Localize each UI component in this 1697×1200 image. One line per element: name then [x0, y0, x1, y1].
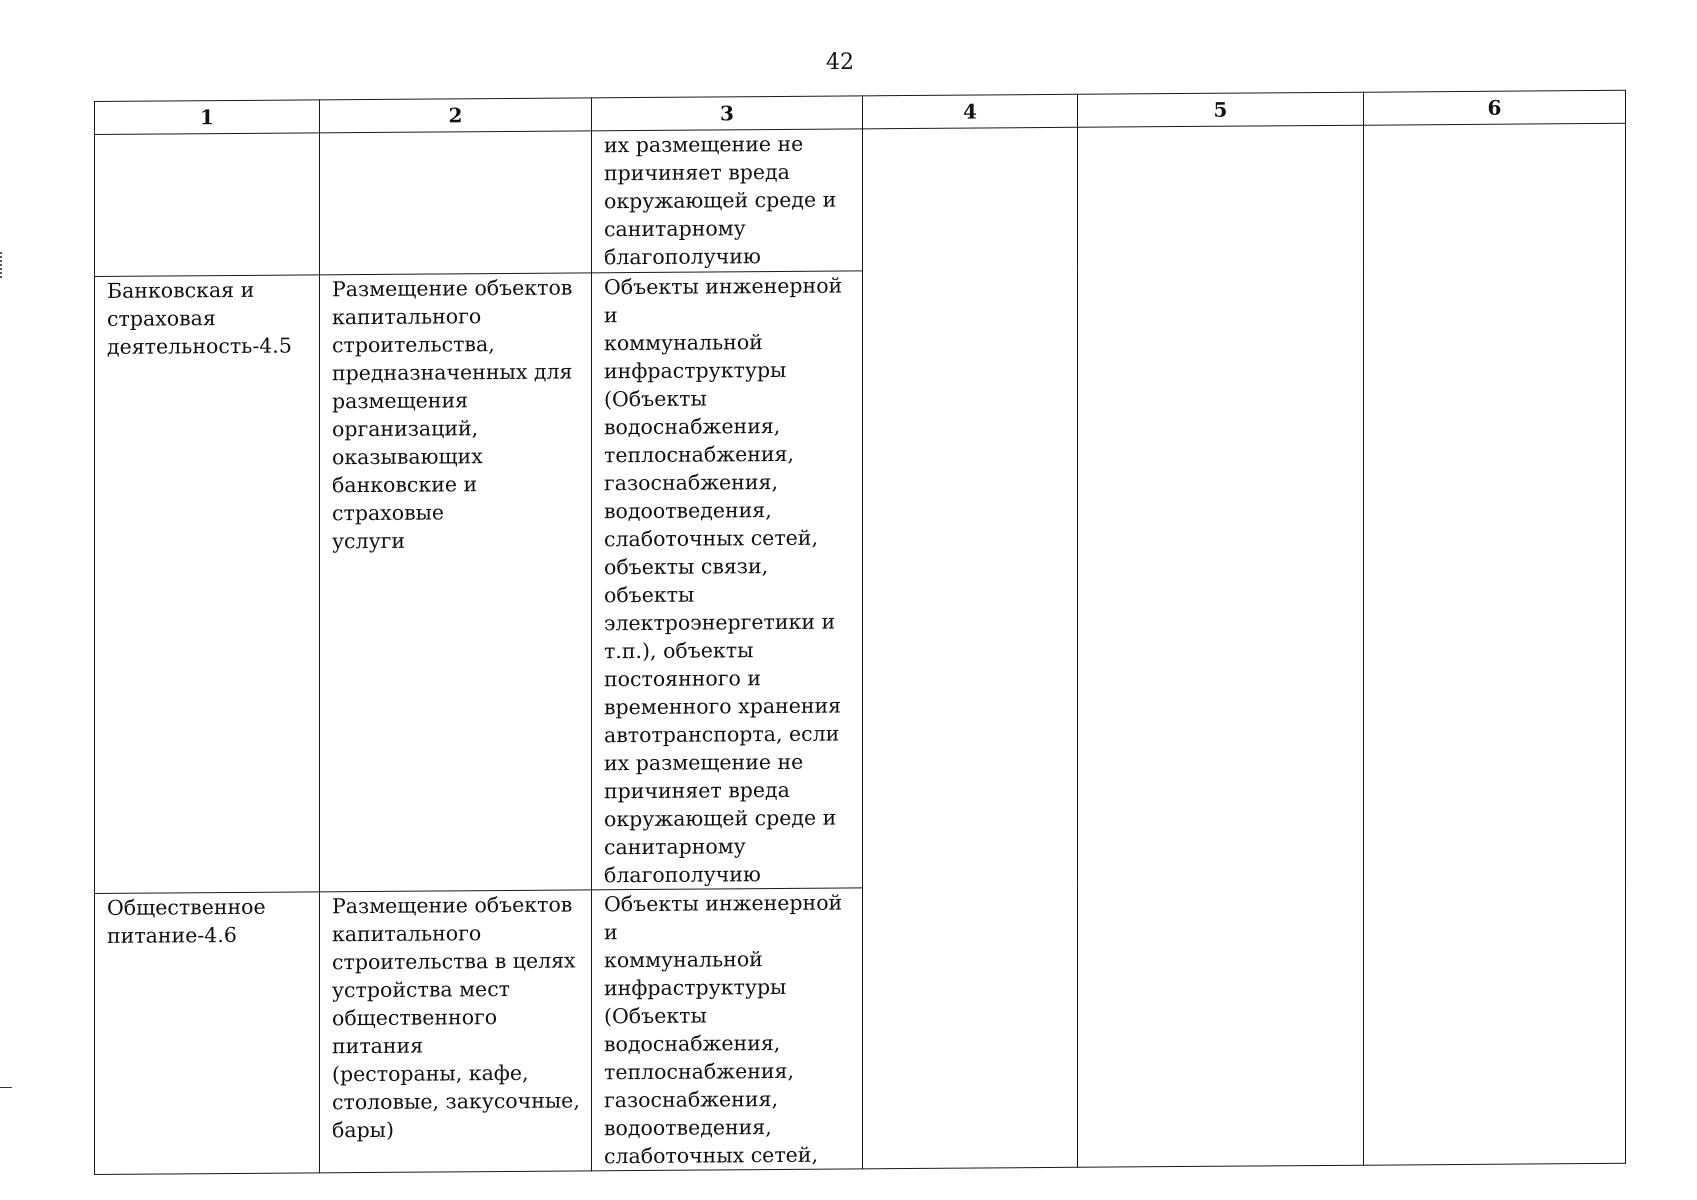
table-cell-name — [95, 133, 320, 277]
document-table — [94, 90, 1626, 1175]
column-header-5: 5 — [1078, 92, 1364, 127]
margin-scan-mark — [0, 1087, 12, 1088]
cell-text: Объекты инженерной и коммунальной инфраструктуры (Объекты водоснабжения, теплоснабжения, газоснабжения, водоотведения, слаботочных сетей, — [604, 890, 843, 1169]
cell-text — [332, 131, 583, 133]
table-cell-description — [320, 273, 592, 892]
page-number: 42 — [826, 50, 854, 75]
column-header-6: 6 — [1364, 90, 1626, 125]
table-cell-name — [95, 275, 320, 894]
table-cell-description — [320, 131, 592, 275]
column-header-2: 2 — [320, 98, 592, 133]
table-row — [95, 123, 1626, 276]
cell-text: Банковская и страховая деятельность-4.5 — [107, 277, 292, 359]
cell-text: Общественное питание-4.6 — [107, 894, 266, 948]
table-cell-auxiliary — [592, 129, 863, 273]
cell-text — [107, 133, 311, 134]
table-cell-col6-empty — [1364, 123, 1626, 1165]
table-cell-col5-empty — [1078, 125, 1364, 1167]
cell-text: Размещение объектов капитального строительства в целях устройства мест общественного питания (рестораны, кафе, столовые, закусочные, бары) — [332, 892, 580, 1143]
table-cell-description — [320, 890, 592, 1173]
table-cell-auxiliary — [592, 888, 863, 1171]
cell-text: их размещение не причиняет вреда окружающей среде и санитарному благополучию — [604, 131, 837, 270]
column-header-3: 3 — [592, 96, 863, 131]
cell-text: Объекты инженерной и коммунальной инфраструктуры (Объекты водоснабжения, теплоснабжения, газоснабжения, водоотведения, слаботочных сетей, объекты связи, объекты электроэнергетики и т.п.), объекты постоянного и временного хранения автотранспорта, если их размещение не причиняет вреда окружающей среде и санитарному благополучию — [604, 273, 843, 888]
table-cell-col4-empty — [863, 127, 1078, 1169]
margin-scan-dots — [0, 252, 5, 278]
table-cell-name — [95, 892, 320, 1175]
table-cell-auxiliary — [592, 271, 863, 890]
column-header-1: 1 — [95, 100, 320, 135]
column-header-4: 4 — [863, 94, 1078, 129]
cell-text: Размещение объектов капитального строительства, предназначенных для размещения организаций, оказывающих банковские и страховые услуги — [332, 275, 573, 554]
